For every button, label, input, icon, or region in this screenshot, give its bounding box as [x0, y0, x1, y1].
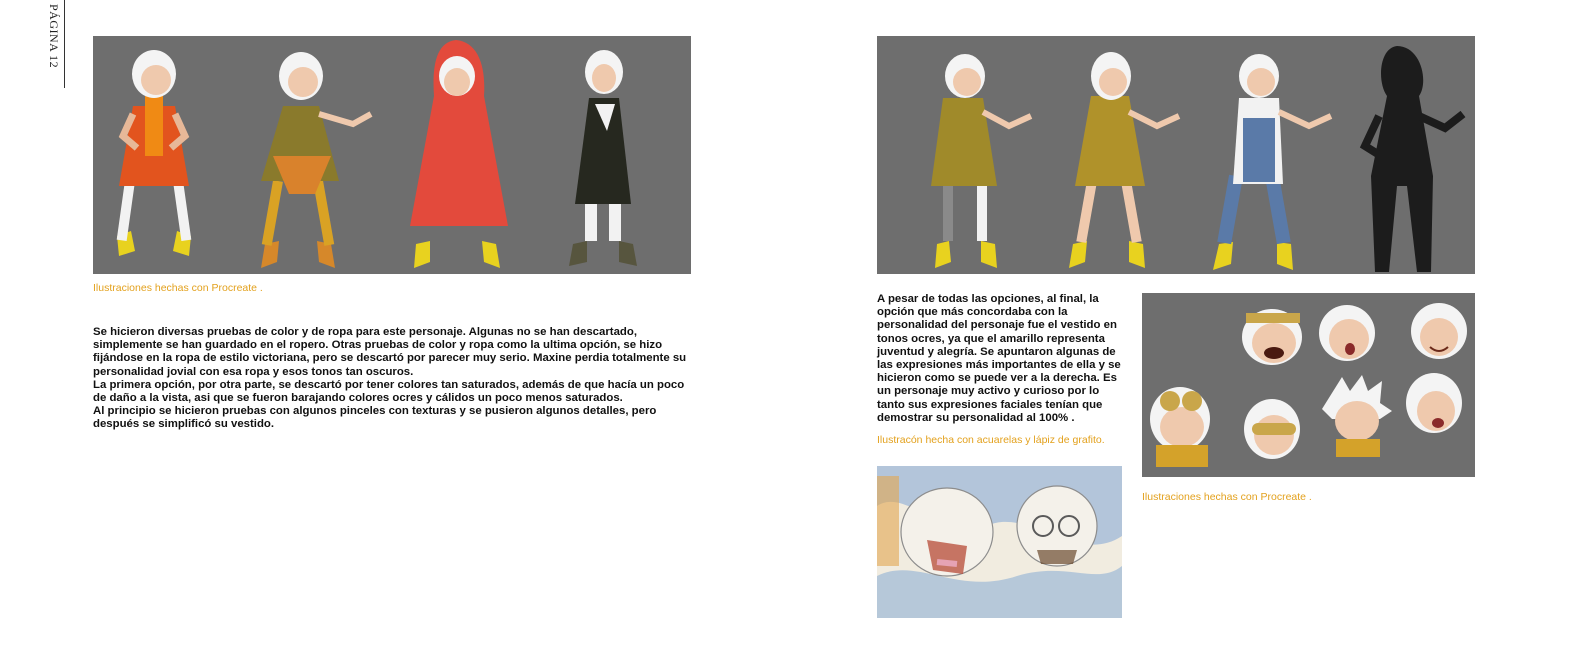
expression-goggles-shout	[1242, 309, 1302, 365]
right-body-text: A pesar de todas las opciones, al final, la opción que más concordaba con la personalidad del personaje fue el vestido en tonos ocres, ya que el amarillo representa juventud y alegría. Se apuntaron algunas de las expresiones más importantes de ella y se hicieron como se puede ver a la derecha. Es un personaje muy activo y curioso por lo tanto sus expresiones faciales tenían que demostrar su personalidad al 100% .	[877, 293, 1121, 424]
expression-spiky-hair	[1322, 375, 1392, 457]
expression-goggles-on	[1244, 399, 1300, 459]
ochre-outfit-art	[877, 36, 1475, 274]
character-orange-dress	[117, 50, 192, 256]
watercolor-sketch	[877, 466, 1122, 618]
left-paragraph: Se hicieron diversas pruebas de color y de ropa para este personaje. Algunas no se han descartado, simplemente se han guardado en el ropero. Otras pruebas de color y ropa como la ultima opción, se hizo fijándose en la ropa de estilo victoriana, pero se descartó por parecer muy serio. Maxine perdia totalmente su personalidad jovial con esa ropa y esos tonos tan oscuros.	[93, 326, 687, 378]
character-red-cape	[410, 40, 508, 268]
character-ochre-dress-b	[1069, 52, 1179, 268]
character-victorian-dress	[569, 50, 637, 266]
left-paragraph: Al principio se hicieron pruebas con algunos pinceles con texturas y se pusieron algunos detalles, pero después se simplificó su vestido.	[93, 405, 657, 431]
expression-angry	[1406, 373, 1462, 433]
character-ochre-dress-a	[931, 54, 1031, 268]
left-body-text	[93, 326, 691, 432]
costume-variants-art	[93, 36, 691, 274]
expressions-caption: Ilustraciones hechas con Procreate .	[1142, 491, 1312, 503]
expression-smile	[1411, 303, 1467, 359]
facial-expressions-art	[1142, 293, 1475, 477]
watercolor-caption: Ilustracón hecha con acuarelas y lápiz de grafito.	[877, 434, 1105, 446]
ochre-outfit-illustration	[877, 36, 1475, 274]
costume-variants-illustration	[93, 36, 691, 274]
expression-goggles-grumpy	[1150, 387, 1210, 467]
character-silhouette	[1365, 46, 1463, 272]
facial-expressions-illustration	[1142, 293, 1475, 477]
left-figure-caption: Ilustraciones hechas con Procreate .	[93, 282, 263, 294]
expression-crying	[1319, 305, 1375, 361]
watercolor-sketch-art	[877, 466, 1122, 618]
character-overalls	[1213, 54, 1331, 270]
page-number-label	[42, 0, 65, 88]
character-olive-dress	[261, 52, 371, 268]
page-number-text: PÁGINA 12	[47, 4, 61, 69]
left-paragraph: La primera opción, por otra parte, se descartó por tener colores tan saturados, además de que hacía un poco de daño a la vista, asi que se fueron barajando colores ocres y cálidos un poco menos saturados.	[93, 378, 685, 405]
